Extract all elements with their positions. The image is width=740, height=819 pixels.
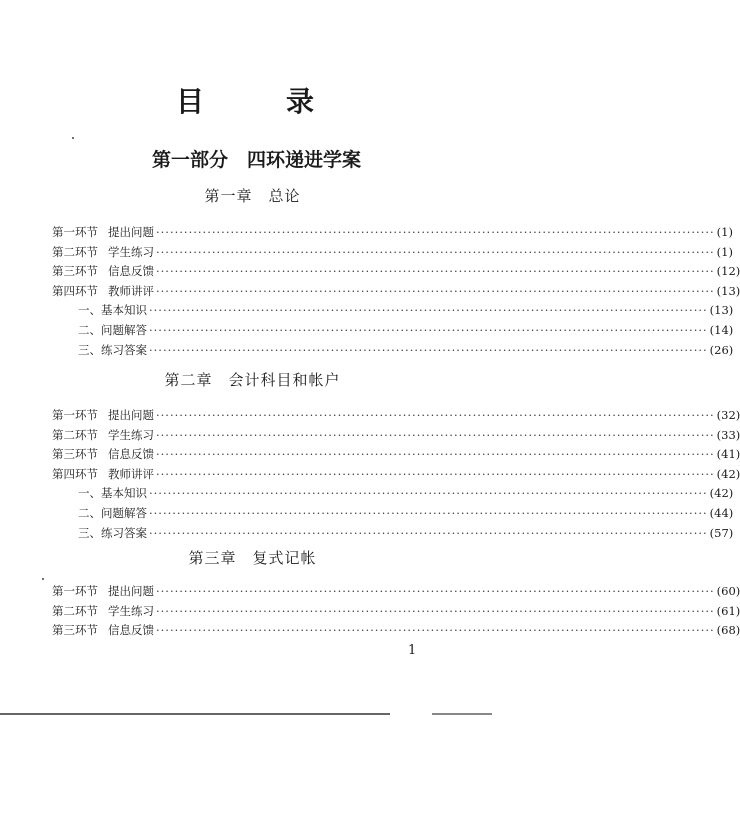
toc-leader-dots: ························································································································ [149,506,708,520]
toc-page-ref: (60) [716,584,740,598]
toc-entry[interactable] [52,582,740,600]
toc-section-label: 第二环节 [52,244,98,259]
toc-section-label: 一、基本知识 [78,486,147,501]
toc-page-ref: (13) [716,283,740,298]
toc-entry[interactable] [52,282,740,300]
toc-leader-dots: ························································································································ [156,264,715,279]
toc-section-label: 三、练习答案 [78,342,147,357]
toc-leader-dots: ························································································································ [156,584,715,598]
toc-entry-title: 提出问题 [108,225,154,239]
toc-entry[interactable] [52,406,740,424]
chapter-heading: 第三章 复式记帐 [188,549,317,567]
toc-page-ref: (42) [716,466,740,481]
toc-leader-dots: ························································································································ [156,408,715,422]
toc-section-label: 第三环节 [52,623,98,638]
toc-page-ref: (14) [709,323,734,337]
toc-entry[interactable] [52,341,734,359]
toc-entry-title: 提出问题 [108,584,154,598]
page-title-char-2: 录 [286,85,315,118]
toc-page-ref: (57) [709,525,734,540]
page-number: 1 [408,643,417,658]
toc-section-label: 二、问题解答 [78,323,147,337]
toc-leader-dots: ························································································································ [149,303,708,318]
scan-rule-left [0,713,390,715]
toc-leader-dots: ························································································································ [149,323,708,337]
toc-entry[interactable] [52,223,733,241]
toc-entry[interactable] [52,465,740,483]
toc-entry-title: 提出问题 [108,408,154,422]
toc-section-label: 第二环节 [52,603,98,618]
scan-rule-right [432,713,492,715]
toc-leader-dots: ························································································································ [156,427,715,442]
toc-page-ref: (68) [716,623,740,638]
toc-leader-dots: ························································································································ [156,603,715,618]
toc-entry[interactable] [52,445,740,463]
toc-entry-title: 学生练习 [108,244,154,259]
toc-section-label: 第三环节 [52,447,98,462]
toc-section-label: 三、练习答案 [78,525,147,540]
toc-page-ref: (26) [709,342,734,357]
chapter-heading: 第一章 总论 [204,187,301,205]
toc-page-ref: (12) [716,264,740,279]
toc-entry[interactable] [52,524,734,542]
toc-entry[interactable] [52,301,734,319]
toc-page-ref: (41) [716,447,740,462]
toc-leader-dots: ························································································································ [156,466,715,481]
toc-entry[interactable] [52,621,740,639]
toc-section-label: 二、问题解答 [78,506,147,520]
toc-leader-dots: ························································································································ [156,244,715,259]
toc-entry[interactable] [52,602,740,620]
toc-entry-title: 教师讲评 [108,283,154,298]
toc-page-ref: (44) [709,506,734,520]
toc-entry[interactable] [52,321,734,339]
toc-entry[interactable] [52,243,733,261]
toc-leader-dots: ························································································································ [156,447,715,462]
page-title [0,84,505,120]
toc-entry[interactable] [52,262,740,280]
toc-leader-dots: ························································································································ [156,623,715,638]
toc-section-label: 第一环节 [52,408,98,422]
toc-entry[interactable] [52,426,740,444]
page-title-char-1: 目 [176,85,205,118]
toc-entry[interactable] [52,484,734,502]
scan-speck [72,137,74,139]
toc-page-ref: (61) [716,603,740,618]
toc-leader-dots: ························································································································ [149,525,708,540]
part-title: 第一部分 四环递进学案 [151,149,361,171]
toc-leader-dots: ························································································································ [156,283,715,298]
toc-section-label: 第一环节 [52,584,98,598]
toc-entry-title: 信息反馈 [108,623,154,638]
toc-section-label: 第四环节 [52,283,98,298]
toc-entry-title: 学生练习 [108,603,154,618]
toc-entry-title: 学生练习 [108,427,154,442]
toc-page-ref: (1) [716,225,733,239]
chapter-heading: 第二章 会计科目和帐户 [164,371,341,389]
toc-section-label: 第一环节 [52,225,98,239]
toc-entry-title: 信息反馈 [108,264,154,279]
toc-page-ref: (32) [716,408,740,422]
toc-section-label: 一、基本知识 [78,303,147,318]
toc-section-label: 第二环节 [52,427,98,442]
toc-section-label: 第三环节 [52,264,98,279]
scan-speck [42,578,44,580]
toc-section-label: 第四环节 [52,466,98,481]
toc-page-ref: (33) [716,427,740,442]
toc-entry[interactable] [52,504,734,522]
toc-page-ref: (1) [716,244,733,259]
toc-page-ref: (42) [709,486,734,501]
toc-page-ref: (13) [709,303,734,318]
toc-entry-title: 教师讲评 [108,466,154,481]
toc-entry-title: 信息反馈 [108,447,154,462]
toc-leader-dots: ························································································································ [149,342,708,357]
toc-leader-dots: ························································································································ [156,225,715,239]
toc-leader-dots: ························································································································ [149,486,708,501]
